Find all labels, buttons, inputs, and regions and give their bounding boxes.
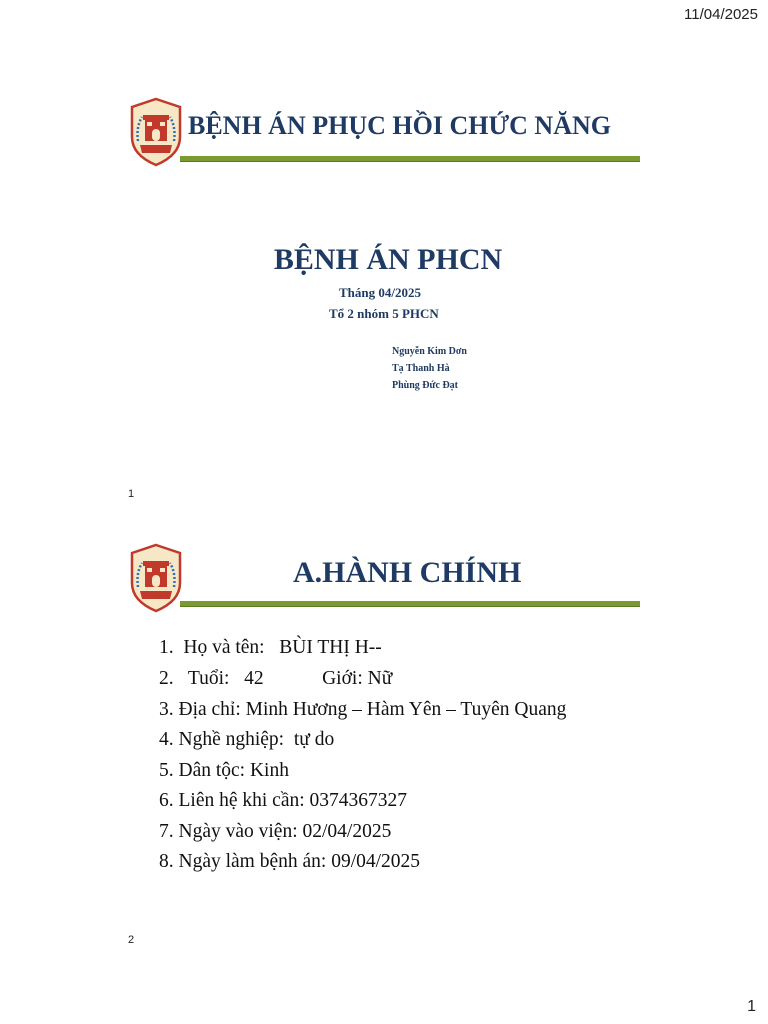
info-item-admission-date: 7. Ngày vào viện: 02/04/2025: [159, 821, 392, 842]
slide2-title: A.HÀNH CHÍNH: [293, 556, 522, 589]
member-name: Phùng Đức Đạt: [392, 380, 459, 391]
member-name: Tạ Thanh Hà: [392, 363, 450, 374]
print-page-number: 1: [747, 998, 756, 1015]
slide1-number: 1: [128, 488, 135, 500]
info-item-ethnicity: 5. Dân tộc: Kinh: [159, 760, 289, 781]
info-item-occupation: 4. Nghề nghiệp: tự do: [159, 729, 335, 750]
university-logo: [128, 97, 184, 167]
slide1-subtitle-month: Tháng 04/2025: [339, 285, 421, 300]
info-item-name: 1. Họ và tên: BÙI THỊ H--: [159, 637, 382, 658]
info-item-record-date: 8. Ngày làm bệnh án: 09/04/2025: [159, 851, 421, 872]
slide2-number: 2: [128, 934, 135, 946]
university-logo: [128, 543, 184, 613]
slide1-header-rule: [180, 156, 640, 162]
slide1-subtitle-group: Tổ 2 nhóm 5 PHCN: [329, 306, 439, 321]
slide1-header-title: BỆNH ÁN PHỤC HỒI CHỨC NĂNG: [188, 111, 611, 140]
print-date: 11/04/2025: [684, 6, 758, 23]
member-name: Nguyễn Kim Dơn: [392, 346, 467, 357]
info-item-age-gender: 2. Tuổi: 42 Giới: Nữ: [159, 668, 393, 689]
slide2-header-rule: [180, 601, 640, 607]
info-item-address: 3. Địa chỉ: Minh Hương – Hàm Yên – Tuyên Quang: [159, 699, 567, 720]
info-item-contact: 6. Liên hệ khi cần: 0374367327: [159, 790, 408, 811]
slide1-title: BỆNH ÁN PHCN: [273, 243, 503, 276]
